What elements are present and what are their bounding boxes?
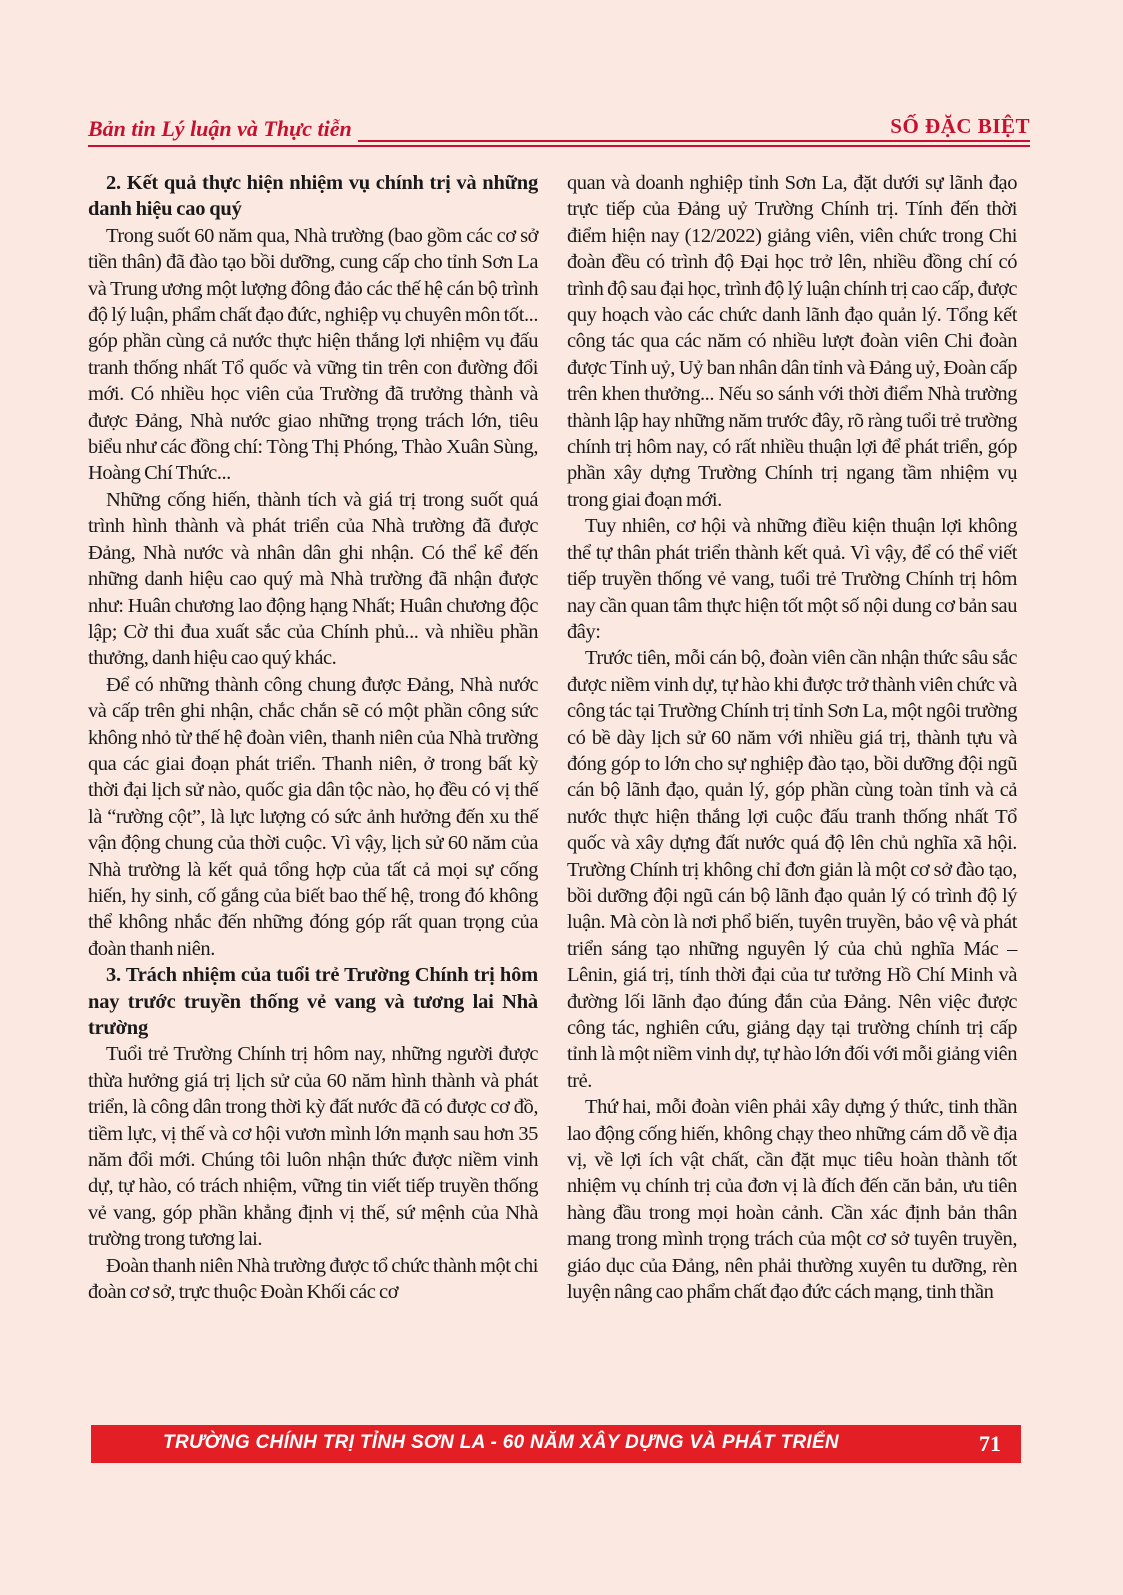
issue-label: SỐ ĐẶC BIỆT bbox=[884, 114, 1030, 139]
paragraph: Tuổi trẻ Trường Chính trị hôm nay, những người được thừa hưởng giá trị lịch sử của 60 năm hình thành và phát triển, là công dân trong thời kỳ đất nước đã có được cơ đồ, tiềm lực, vị thế và cơ hội vươn mình lớn mạnh sau hơn 35 năm đổi mới. Chúng tôi luôn nhận thức được niềm vinh dự, tự hào, có trách nhiệm, vững tin viết tiếp truyền thống vẻ vang, góp phần khẳng định vị thế, sứ mệnh của Nhà trường trong tương lai. bbox=[88, 1043, 538, 1251]
page-header bbox=[88, 112, 1030, 146]
footer-title: TRƯỜNG CHÍNH TRỊ TỈNH SƠN LA - 60 NĂM XÂY DỰNG VÀ PHÁT TRIỂN bbox=[163, 1432, 839, 1453]
paragraph: Những cống hiến, thành tích và giá trị trong suốt quá trình hình thành và phát triển của Nhà trường đã được Đảng, Nhà nước và nhân dân ghi nhận. Có thể kể đến những danh hiệu cao quý mà Nhà trường đã nhận được như: Huân chương lao động hạng Nhất; Huân chương độc lập; Cờ thi đua xuất sắc của Chính phủ... và nhiều phần thưởng, danh hiệu cao quý khác. bbox=[88, 488, 538, 670]
page-number: 71 bbox=[979, 1431, 1001, 1456]
paragraph: quan và doanh nghiệp tỉnh Sơn La, đặt dưới sự lãnh đạo trực tiếp của Đảng uỷ Trường Chính trị. Tính đến thời điểm hiện nay (12/2022) giảng viên, viên chức trong Chi đoàn đều có trình độ Đại học trở lên, nhiều đồng chí có trình độ sau đại học, trình độ lý luận chính trị cao cấp, được quy hoạch vào các chức danh lãnh đạo quản lý. Tổng kết công tác qua các năm có nhiều lượt đoàn viên Chi đoàn được Tỉnh uỷ, Uỷ ban nhân dân tỉnh và Đảng uỷ, Đoàn cấp trên khen thưởng... Nếu so sánh với thời điểm Nhà trường thành lập hay những năm trước đây, rõ ràng tuổi trẻ trường chính trị hôm nay, có rất nhiều thuận lợi để phát triển, góp phần xây dựng Trường Chính trị ngang tầm nhiệm vụ trong giai đoạn mới. bbox=[567, 172, 1017, 511]
page-footer bbox=[91, 1425, 1021, 1463]
section-heading-3: 3. Trách nhiệm của tuổi trẻ Trường Chính trị hôm nay trước truyền thống vẻ vang và tương lai Nhà trường bbox=[88, 964, 538, 1039]
header-rule-bottom bbox=[88, 145, 1030, 147]
paragraph: Trước tiên, mỗi cán bộ, đoàn viên cần nhận thức sâu sắc được niềm vinh dự, tự hào khi được trở thành viên chức và công tác tại Trường Chính trị tỉnh Sơn La, một ngôi trường có bề dày lịch sử 60 năm với nhiều giá trị, thành tựu và đóng góp to lớn cho sự nghiệp đào tạo, bồi dưỡng đội ngũ cán bộ lãnh đạo, quản lý, góp phần cùng toàn tỉnh và cả nước thực hiện thắng lợi cuộc đấu tranh thống nhất Tổ quốc và xây dựng đất nước quá độ lên chủ nghĩa xã hội. Trường Chính trị không chỉ đơn giản là một cơ sở đào tạo, bồi dưỡng đội ngũ cán bộ lãnh đạo quản lý có trình độ lý luận. Mà còn là nơi phổ biến, tuyên truyền, bảo vệ và phát triển sáng tạo những nguyên lý của chủ nghĩa Mác – Lênin, giá trị, tính thời đại của tư tưởng Hồ Chí Minh và đường lối lãnh đạo đúng đắn của Đảng. Nên việc được công tác, nghiên cứu, giảng dạy tại trường chính trị cấp tỉnh là một niềm vinh dự, tự hào lớn đối với mỗi giảng viên trẻ. bbox=[567, 647, 1017, 1092]
left-column bbox=[88, 170, 538, 1305]
paragraph: Thứ hai, mỗi đoàn viên phải xây dựng ý thức, tinh thần lao động cống hiến, không chạy theo những cám dỗ về địa vị, về lợi ích vật chất, cần đặt mục tiêu hoàn thành tốt nhiệm vụ chính trị của đơn vị là đích đến căn bản, ưu tiên hàng đầu trong mọi hoàn cảnh. Cần xác định bản thân mang trong mình trọng trách của một cơ sở tuyên truyền, giáo dục của Đảng, nên phải thường xuyên tu dưỡng, rèn luyện nâng cao phẩm chất đạo đức cách mạng, tinh thần bbox=[567, 1096, 1017, 1304]
publication-title: Bản tin Lý luận và Thực tiễn bbox=[88, 116, 358, 142]
right-column bbox=[567, 170, 1017, 1305]
section-heading-2: 2. Kết quả thực hiện nhiệm vụ chính trị và những danh hiệu cao quý bbox=[88, 172, 538, 221]
paragraph: Đoàn thanh niên Nhà trường được tổ chức thành một chi đoàn cơ sở, trực thuộc Đoàn Khối các cơ bbox=[88, 1254, 538, 1304]
paragraph: Để có những thành công chung được Đảng, Nhà nước và cấp trên ghi nhận, chắc chắn sẽ có một phần công sức không nhỏ từ thế hệ đoàn viên, thanh niên của Nhà trường qua các giai đoạn phát triển. Thanh niên, ở trong bất kỳ thời đại lịch sử nào, quốc gia dân tộc nào, họ đều có vị thế là “rường cột”, là lực lượng có sức ảnh hưởng đến xu thế vận động chung của thời cuộc. Vì vậy, lịch sử 60 năm của Nhà trường là kết quả tổng hợp của tất cả mọi sự cống hiến, hy sinh, cố gắng của biết bao thế hệ, trong đó không thể không nhắc đến những đóng góp rất quan trọng của đoàn thanh niên. bbox=[88, 673, 538, 960]
paragraph: Tuy nhiên, cơ hội và những điều kiện thuận lợi không thể tự thân phát triển thành kết quả. Vì vậy, để có thể viết tiếp truyền thống vẻ vang, tuổi trẻ Trường Chính trị hôm nay cần quan tâm thực hiện tốt một số nội dung cơ bản sau đây: bbox=[567, 515, 1017, 643]
paragraph: Trong suốt 60 năm qua, Nhà trường (bao gồm các cơ sở tiền thân) đã đào tạo bồi dưỡng, cung cấp cho tỉnh Sơn La và Trung ương một lượng đông đảo các thế hệ cán bộ trình độ lý luận, phẩm chất đạo đức, nghiệp vụ chuyên môn tốt... góp phần cùng cả nước thực hiện thắng lợi nhiệm vụ đấu tranh thống nhất Tổ quốc và vững tin trên con đường đổi mới. Có nhiều học viên của Trường đã trưởng thành và được Đảng, Nhà nước giao những trọng trách lớn, tiêu biểu như các đồng chí: Tòng Thị Phóng, Thào Xuân Sùng, Hoàng Chí Thức... bbox=[88, 224, 538, 485]
